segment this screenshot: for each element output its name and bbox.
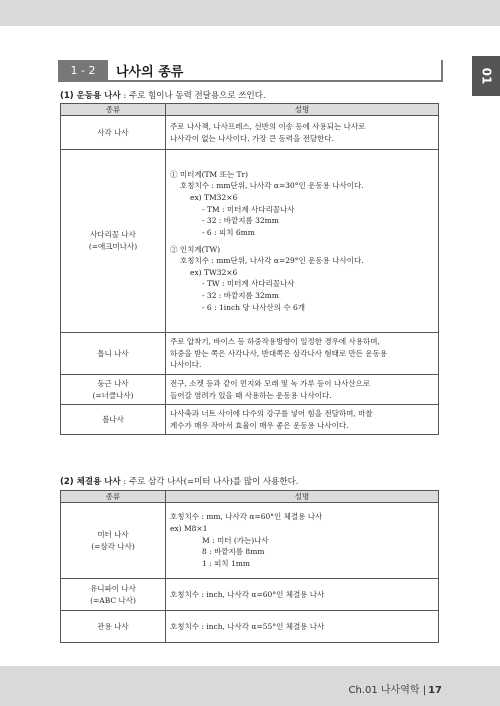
page-number: 17 bbox=[428, 685, 442, 696]
header-desc: 설명 bbox=[166, 104, 439, 116]
row-description bbox=[166, 611, 439, 643]
desc-line: 1 : 피치 1mm bbox=[202, 558, 250, 568]
desc-line: ex) TW32×6 bbox=[190, 267, 238, 277]
section-underline bbox=[58, 80, 443, 82]
footer bbox=[348, 681, 442, 696]
desc-line: ② 인치계(TW) bbox=[170, 244, 221, 254]
desc-line: 주로 압착기, 바이스 등 하중작용방향이 일정한 경우에 사용하며, bbox=[170, 337, 380, 347]
desc-line: - 6 : 1inch 당 나사산의 수 6개 bbox=[202, 302, 306, 312]
table-row bbox=[61, 333, 439, 375]
desc-line: ex) M8×1 bbox=[170, 524, 208, 534]
desc-line: 8 : 바깥지름 8mm bbox=[202, 547, 265, 557]
table-row bbox=[61, 503, 439, 579]
desc-line: 나사각이 없는 나사이다. 가장 큰 동력을 전달한다. bbox=[170, 133, 334, 143]
category-line: 둥근 나사 bbox=[97, 378, 129, 388]
row-category: 볼나사 bbox=[61, 405, 166, 435]
desc-line: 들어갈 염려가 있을 때 사용하는 운동용 나사이다. bbox=[170, 390, 332, 400]
section-hook bbox=[441, 60, 443, 82]
table-row bbox=[61, 579, 439, 611]
table-row bbox=[61, 405, 439, 435]
paragraph-2 bbox=[60, 475, 299, 487]
row-description bbox=[166, 503, 439, 579]
desc-line: 호칭치수 : inch, 나사각 α=60°인 체결용 나사 bbox=[170, 589, 325, 599]
row-description bbox=[166, 333, 439, 375]
desc-line: - 32 : 바깥지름 32mm bbox=[202, 291, 279, 300]
header-desc: 설명 bbox=[166, 491, 439, 503]
row-category bbox=[61, 150, 166, 333]
desc-line: - TM : 미터계 사다리꼴나사 bbox=[202, 204, 295, 214]
category-line: (=ABC 나사) bbox=[90, 595, 136, 605]
table-header-row bbox=[61, 104, 439, 116]
section-number: 1 - 2 bbox=[58, 60, 108, 80]
row-category bbox=[61, 503, 166, 579]
top-bar bbox=[0, 0, 500, 26]
category-line: (=삼각 나사) bbox=[91, 541, 135, 551]
desc-line: 호칭치수 : inch, 나사각 α=55°인 체결용 나사 bbox=[170, 621, 325, 631]
row-description bbox=[166, 150, 439, 333]
desc-line: 나사축과 너트 사이에 다수의 강구를 넣어 힘을 전달하며, 마찰 bbox=[170, 408, 373, 418]
section-title: 나사의 종류 bbox=[116, 65, 184, 80]
row-category: 관용 나사 bbox=[61, 611, 166, 643]
desc-line: 전구, 소켓 등과 같이 먼지와 모래 및 녹 가루 등이 나사산으로 bbox=[170, 378, 371, 388]
desc-line: ① 미터계(TM 또는 Tr) bbox=[170, 169, 248, 179]
desc-line: 호칭치수 : mm단위, 나사각 α=30°인 운동용 나사이다. bbox=[180, 181, 364, 191]
category-line: (=너클나사) bbox=[92, 390, 134, 400]
chapter-tab-label: 01 bbox=[478, 67, 493, 85]
desc-line: - TW : 미터계 사다리꼴나사 bbox=[202, 279, 295, 289]
table-row bbox=[61, 150, 439, 333]
category-line: 사다리꼴 나사 bbox=[90, 230, 136, 240]
desc-line: M : 미터 (가는)나사 bbox=[202, 535, 269, 545]
row-category: 사각 나사 bbox=[61, 116, 166, 150]
motion-screw-table bbox=[60, 103, 439, 435]
row-description bbox=[166, 375, 439, 405]
paragraph-1 bbox=[60, 89, 266, 101]
desc-line: 하중을 받는 쪽은 사각나사, 반대쪽은 삼각나사 형태로 만든 운동용 bbox=[170, 348, 388, 358]
footer-chapter: Ch.01 나사역학 | bbox=[348, 685, 427, 696]
desc-line: ex) TM32×6 bbox=[190, 193, 238, 202]
table-row bbox=[61, 375, 439, 405]
category-line: 유니파이 나사 bbox=[90, 583, 136, 593]
desc-line: - 6 : 피치 6mm bbox=[202, 227, 255, 237]
row-description bbox=[166, 579, 439, 611]
table-row bbox=[61, 611, 439, 643]
table-header-row bbox=[61, 491, 439, 503]
paragraph-2-label: (2) 체결용 나사 bbox=[60, 477, 121, 487]
category-line: (=애크미나사) bbox=[88, 242, 138, 251]
fastening-screw-table bbox=[60, 490, 439, 643]
desc-line: 계수가 매우 작아서 효율이 매우 좋은 운동용 나사이다. bbox=[170, 420, 349, 430]
row-category bbox=[61, 579, 166, 611]
header-type: 종류 bbox=[61, 104, 166, 116]
row-description bbox=[166, 116, 439, 150]
paragraph-1-label: (1) 운동용 나사 bbox=[60, 91, 121, 101]
desc-line: 나사이다. bbox=[170, 360, 202, 370]
desc-line: 주로 나사잭, 나사프레스, 선반의 이송 등에 사용되는 나사로 bbox=[170, 121, 366, 131]
row-category bbox=[61, 375, 166, 405]
paragraph-2-text: : 주로 삼각 나사(=미터 나사)를 많이 사용한다. bbox=[120, 477, 299, 487]
paragraph-1-text: : 주로 힘이나 동력 전달용으로 쓰인다. bbox=[120, 91, 266, 101]
header-type: 종류 bbox=[61, 491, 166, 503]
table-row bbox=[61, 116, 439, 150]
row-category: 톱니 나사 bbox=[61, 333, 166, 375]
desc-line: 호칭치수 : mm단위, 나사각 α=29°인 운동용 나사이다. bbox=[180, 256, 364, 266]
category-line: 미터 나사 bbox=[97, 529, 129, 539]
section-header bbox=[58, 60, 443, 82]
row-description bbox=[166, 405, 439, 435]
chapter-tab bbox=[472, 56, 500, 96]
desc-line: - 32 : 바깥지름 32mm bbox=[202, 216, 279, 226]
desc-line: 호칭치수 : mm, 나사각 α=60°인 체결용 나사 bbox=[170, 512, 323, 522]
